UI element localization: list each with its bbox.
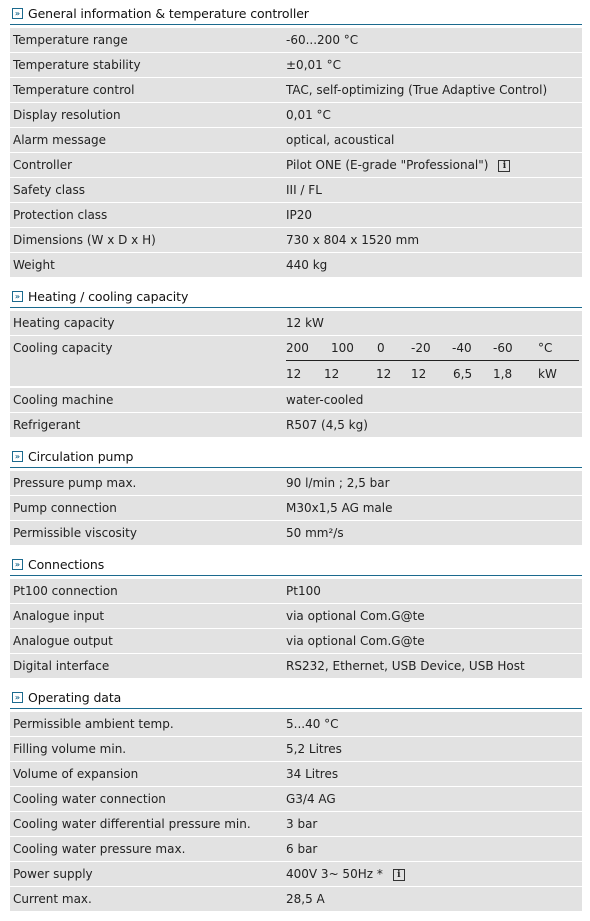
spec-value (283, 413, 585, 437)
spec-label: Display resolution (13, 108, 121, 122)
spec-value (283, 737, 585, 761)
spec-row (10, 128, 582, 152)
section-title: Heating / cooling capacity (28, 288, 189, 304)
spec-value-text: ±0,01 °C (286, 58, 341, 72)
spec-row (10, 579, 582, 603)
spec-row (10, 712, 582, 736)
spec-label: Cooling water connection (13, 792, 166, 806)
spec-value-text: G3/4 AG (286, 792, 336, 806)
spec-value-text: 400V 3~ 50Hz * (286, 867, 383, 881)
spec-value-text: water-cooled (286, 393, 364, 407)
spec-value (283, 579, 585, 603)
spec-value (283, 153, 585, 177)
spec-label: Power supply (13, 867, 93, 881)
spec-label: Cooling water differential pressure min. (13, 817, 251, 831)
spec-value (283, 253, 585, 277)
capacity-value-cell: 12 (324, 367, 340, 381)
spec-row (10, 837, 582, 861)
spec-value (283, 128, 585, 152)
spec-value-text: via optional Com.G@te (286, 609, 425, 623)
spec-row (10, 153, 582, 177)
spec-label: Alarm message (13, 133, 107, 147)
section-header (10, 2, 582, 25)
spec-row (10, 604, 582, 628)
spec-row (10, 887, 582, 911)
double-chevron-right-icon: » (12, 451, 23, 462)
spec-value (283, 471, 585, 495)
section-header (10, 285, 582, 308)
capacity-value-cell: 12 (411, 367, 427, 381)
capacity-temperature-cell: 200 (286, 341, 309, 355)
spec-label: Heating capacity (13, 316, 115, 330)
spec-value (283, 228, 585, 252)
capacity-temperature-cell: 100 (331, 341, 354, 355)
spec-label: Weight (13, 258, 55, 272)
capacity-value-cell: 12 (286, 367, 302, 381)
spec-row (10, 496, 582, 520)
spec-label: Volume of expansion (13, 767, 139, 781)
section-header (10, 553, 582, 576)
spec-value-text: 0,01 °C (286, 108, 331, 122)
spec-row (10, 228, 582, 252)
spec-label: Temperature control (13, 83, 135, 97)
section-header (10, 686, 582, 709)
spec-row (10, 103, 582, 127)
info-icon[interactable]: i (498, 160, 510, 172)
section-title: Circulation pump (28, 448, 134, 464)
spec-label: Analogue output (13, 634, 113, 648)
spec-value (283, 604, 585, 628)
spec-value (283, 388, 585, 412)
capacity-temperature-cell: -20 (411, 341, 431, 355)
spec-value (283, 862, 585, 886)
spec-row (10, 178, 582, 202)
capacity-divider (286, 360, 579, 361)
spec-label: Current max. (13, 892, 92, 906)
spec-row (10, 787, 582, 811)
spec-value-text: R507 (4,5 kg) (286, 418, 368, 432)
spec-value-text: Pilot ONE (E-grade "Professional") (286, 158, 489, 172)
spec-value (283, 311, 585, 335)
spec-value (283, 28, 585, 52)
spec-value-text: 34 Litres (286, 767, 339, 781)
capacity-temperature-cell: -60 (493, 341, 513, 355)
spec-label: Permissible viscosity (13, 526, 137, 540)
spec-label: Dimensions (W x D x H) (13, 233, 156, 247)
spec-label: Pressure pump max. (13, 476, 137, 490)
spec-label: Analogue input (13, 609, 105, 623)
spec-value (283, 837, 585, 861)
double-chevron-right-icon: » (12, 692, 23, 703)
spec-value-text: TAC, self-optimizing (True Adaptive Control) (286, 83, 548, 97)
spec-value-text: 28,5 A (286, 892, 325, 906)
spec-value (283, 787, 585, 811)
spec-value-text: 5...40 °C (286, 717, 339, 731)
capacity-value-cell: kW (538, 367, 557, 381)
spec-row (10, 521, 582, 545)
spec-label: Filling volume min. (13, 742, 127, 756)
section-title: Operating data (28, 689, 122, 705)
spec-row (10, 413, 582, 437)
spec-value-text: 440 kg (286, 258, 328, 272)
capacity-value-cell: 12 (376, 367, 392, 381)
spec-row (10, 388, 582, 412)
spec-label: Digital interface (13, 659, 110, 673)
spec-label: Refrigerant (13, 418, 81, 432)
spec-value (283, 203, 585, 227)
spec-value (283, 521, 585, 545)
spec-row (10, 812, 582, 836)
spec-row (10, 737, 582, 761)
double-chevron-right-icon: » (12, 291, 23, 302)
spec-value-text: -60...200 °C (286, 33, 359, 47)
spec-label: Protection class (13, 208, 108, 222)
spec-label: Temperature stability (13, 58, 141, 72)
section-title: Connections (28, 556, 105, 572)
spec-label: Cooling water pressure max. (13, 842, 186, 856)
double-chevron-right-icon: » (12, 8, 23, 19)
spec-value-text: III / FL (286, 183, 322, 197)
spec-value (283, 654, 585, 678)
spec-value-text: IP20 (286, 208, 313, 222)
spec-value-text: 5,2 Litres (286, 742, 342, 756)
spec-value (283, 629, 585, 653)
spec-label: Controller (13, 158, 73, 172)
spec-value-text: M30x1,5 AG male (286, 501, 393, 515)
spec-value (283, 103, 585, 127)
spec-row (10, 311, 582, 335)
double-chevron-right-icon: » (12, 559, 23, 570)
spec-row (10, 253, 582, 277)
spec-value-text: RS232, Ethernet, USB Device, USB Host (286, 659, 525, 673)
spec-value (283, 762, 585, 786)
spec-value (283, 53, 585, 77)
section-header (10, 445, 582, 468)
spec-row (10, 28, 582, 52)
spec-label: Cooling capacity (13, 341, 113, 355)
spec-value-text: Pt100 (286, 584, 321, 598)
spec-row (10, 654, 582, 678)
spec-value-text: via optional Com.G@te (286, 634, 425, 648)
spec-row (10, 471, 582, 495)
spec-row (10, 53, 582, 77)
spec-value-text: optical, acoustical (286, 133, 395, 147)
spec-value (283, 496, 585, 520)
spec-value (283, 812, 585, 836)
spec-row (10, 762, 582, 786)
spec-label: Cooling machine (13, 393, 114, 407)
spec-value-text: 50 mm²/s (286, 526, 344, 540)
spec-value (283, 887, 585, 911)
spec-value (283, 712, 585, 736)
spec-label: Permissible ambient temp. (13, 717, 174, 731)
spec-row (10, 336, 582, 386)
cooling-capacity-table (286, 336, 580, 386)
spec-row (10, 629, 582, 653)
capacity-temperature-cell: -40 (452, 341, 472, 355)
spec-row (10, 203, 582, 227)
spec-label: Pt100 connection (13, 584, 118, 598)
spec-row (10, 78, 582, 102)
spec-value-text: 12 kW (286, 316, 324, 330)
capacity-temperature-cell: °C (538, 341, 553, 355)
capacity-value-cell: 6,5 (453, 367, 473, 381)
spec-label: Safety class (13, 183, 85, 197)
capacity-temperature-cell: 0 (377, 341, 385, 355)
spec-label: Temperature range (13, 33, 128, 47)
info-icon[interactable]: i (393, 869, 405, 881)
spec-label: Pump connection (13, 501, 117, 515)
spec-value (283, 178, 585, 202)
spec-value-text: 90 l/min ; 2,5 bar (286, 476, 390, 490)
spec-row (10, 862, 582, 886)
section-title: General information & temperature controller (28, 5, 309, 21)
spec-value-text: 3 bar (286, 817, 318, 831)
spec-value (283, 78, 585, 102)
capacity-value-cell: 1,8 (493, 367, 513, 381)
spec-value-text: 6 bar (286, 842, 318, 856)
spec-value-text: 730 x 804 x 1520 mm (286, 233, 420, 247)
